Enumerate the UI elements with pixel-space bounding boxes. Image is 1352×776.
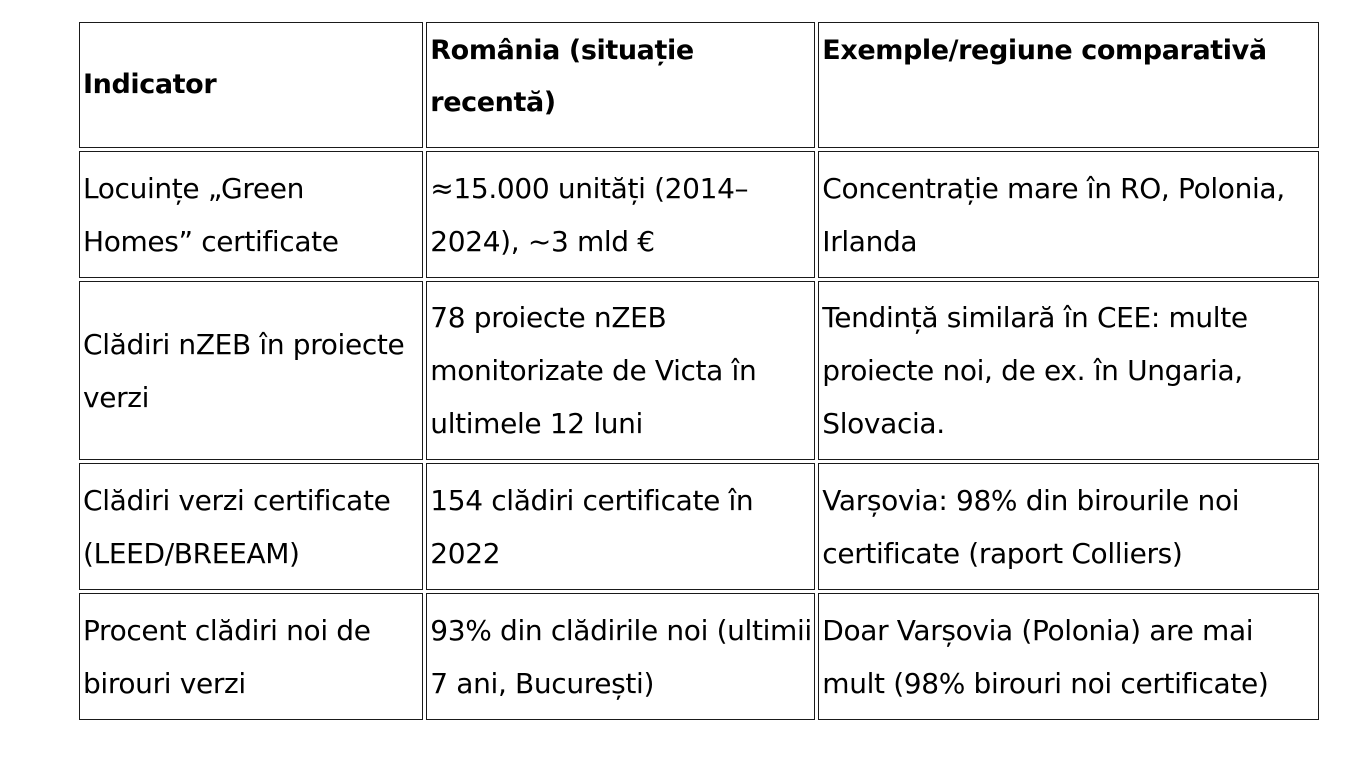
cell-romania: ≈15.000 unități (2014–2024), ~3 mld €: [426, 151, 815, 278]
header-romania: România (situație recentă): [426, 22, 815, 148]
cell-indicator: Locuințe „Green Homes” certificate: [79, 151, 423, 278]
comparison-table: [76, 19, 1322, 723]
cell-indicator: Procent clădiri noi de birouri verzi: [79, 593, 423, 720]
header-comparison: Exemple/regiune comparativă: [818, 22, 1319, 148]
table-row: [79, 281, 1319, 460]
cell-comparison: Concentrație mare în RO, Polonia, Irlanda: [818, 151, 1319, 278]
cell-indicator: Clădiri nZEB în proiecte verzi: [79, 281, 423, 460]
header-indicator: Indicator: [79, 22, 423, 148]
cell-romania: 78 proiecte nZEB monitorizate de Victa în ultimele 12 luni: [426, 281, 815, 460]
cell-comparison: Varșovia: 98% din birourile noi certificate (raport Colliers): [818, 463, 1319, 590]
cell-comparison: Tendință similară în CEE: multe proiecte noi, de ex. în Ungaria, Slovacia.: [818, 281, 1319, 460]
cell-romania: 154 clădiri certificate în 2022: [426, 463, 815, 590]
table-row: [79, 151, 1319, 278]
table-row: [79, 463, 1319, 590]
table-row: [79, 593, 1319, 720]
table-header-row: [79, 22, 1319, 148]
cell-romania: 93% din clădirile noi (ultimii 7 ani, București): [426, 593, 815, 720]
cell-indicator: Clădiri verzi certificate (LEED/BREEAM): [79, 463, 423, 590]
cell-comparison: Doar Varșovia (Polonia) are mai mult (98% birouri noi certificate): [818, 593, 1319, 720]
